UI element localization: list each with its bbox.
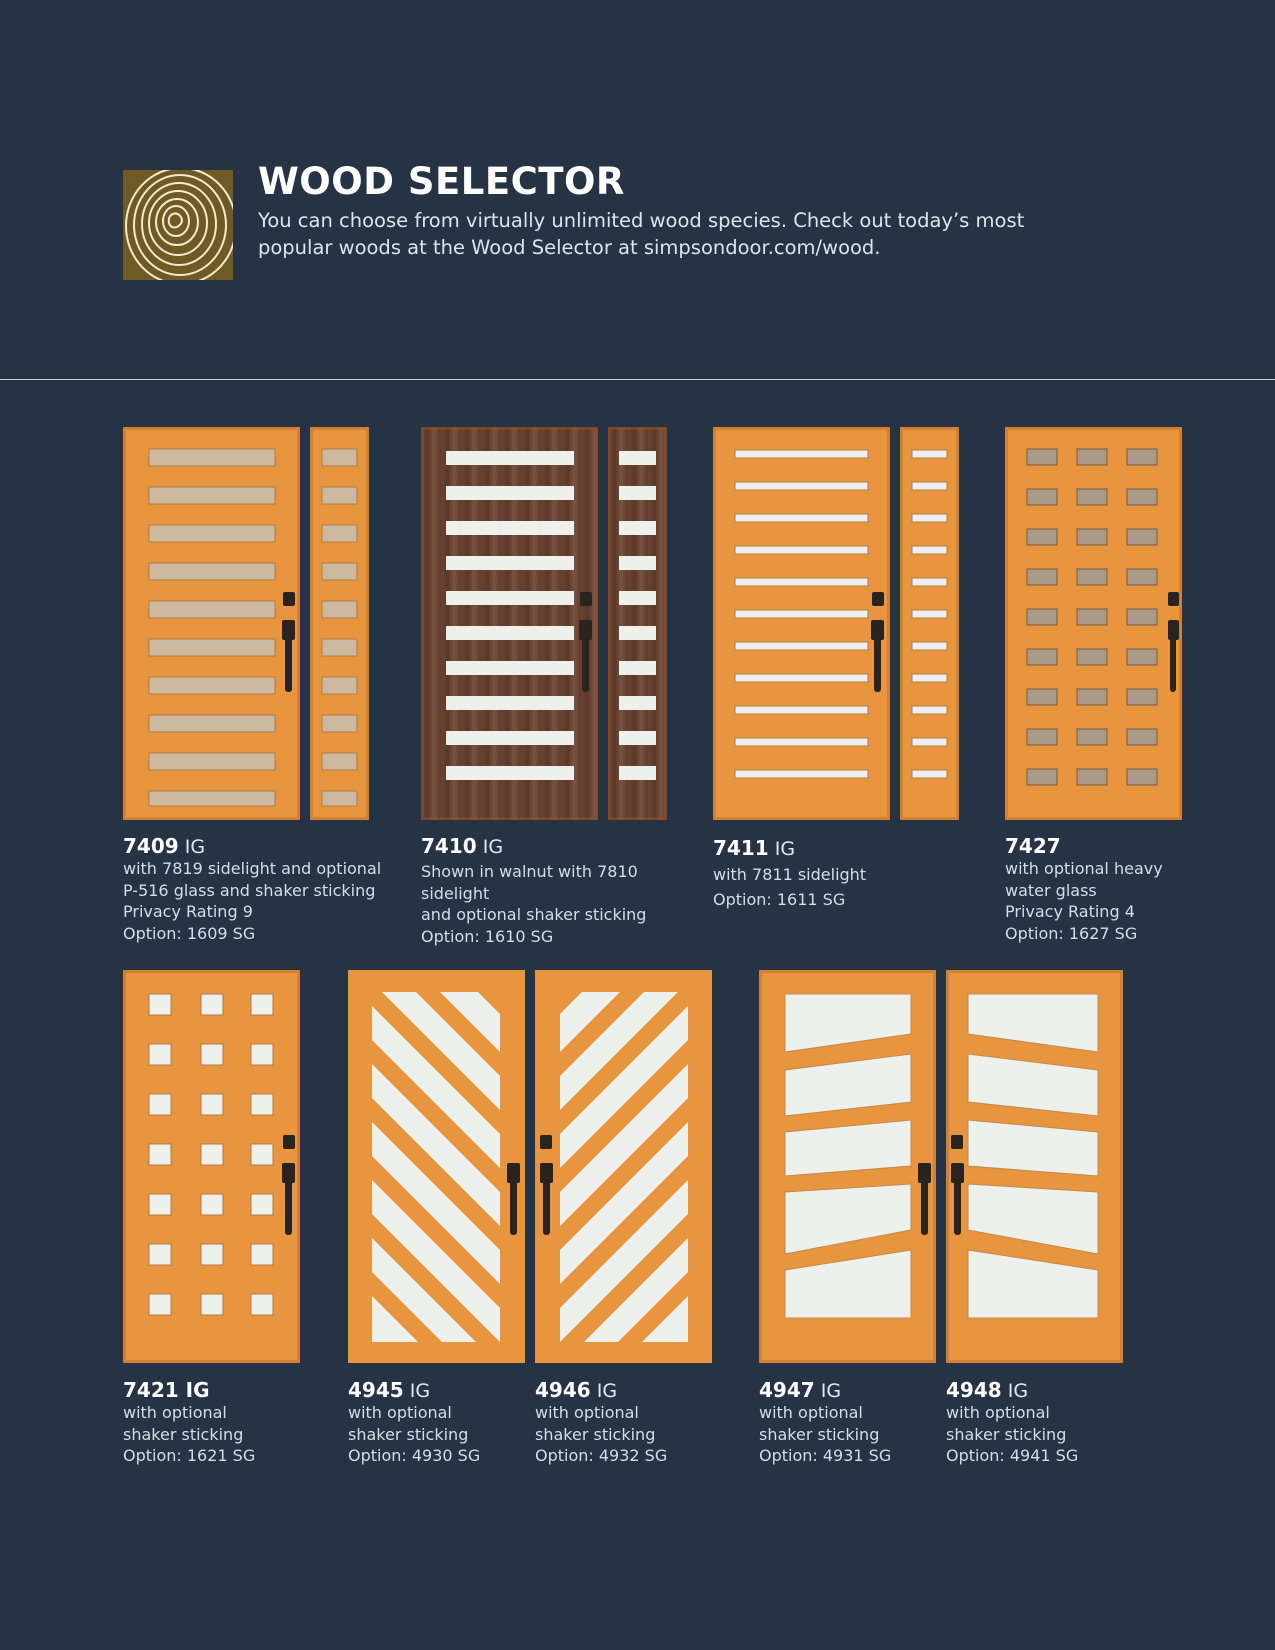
- product-suffix: IG: [814, 1380, 842, 1402]
- product-code: 7411: [713, 836, 769, 860]
- product-suffix: IG: [178, 836, 206, 858]
- caption-line: with optional: [348, 1403, 452, 1422]
- caption-line: Option: 1610 SG: [421, 926, 554, 946]
- caption-line: shaker sticking: [535, 1424, 656, 1444]
- page-title: WOOD SELECTOR: [258, 160, 625, 203]
- caption-line: Option: 1621 SG: [123, 1446, 256, 1465]
- divider: [0, 379, 1275, 380]
- product-suffix: IG: [768, 838, 796, 860]
- intro-line-2: popular woods at the Wood Selector at simpsondoor.com/wood.: [258, 236, 881, 259]
- caption-line: water glass: [1005, 880, 1097, 900]
- door-7427-panels: [1005, 427, 1182, 820]
- product-suffix: IG: [476, 836, 504, 858]
- caption-line: with optional heavy: [1005, 859, 1163, 878]
- product-code: 4948: [946, 1378, 1002, 1402]
- product-code: 4947: [759, 1378, 815, 1402]
- door-7410-panels: [421, 427, 598, 820]
- sidelight-7811-image: [900, 427, 959, 820]
- intro-line-1: You can choose from virtually unlimited wood species. Check out today’s most: [258, 209, 1025, 232]
- caption-4946: [535, 1378, 715, 1467]
- wood-rings-icon: [123, 170, 233, 280]
- caption-line: Option: 1609 SG: [123, 923, 256, 943]
- product-code: 7427: [1005, 834, 1061, 858]
- door-4945-panels: [348, 970, 525, 1363]
- caption-line: shaker sticking: [123, 1424, 244, 1444]
- caption-4948: [946, 1378, 1126, 1467]
- sidelight-7810-image: [608, 427, 667, 820]
- door-7427-image: [1005, 427, 1182, 820]
- caption-line: and optional shaker sticking: [421, 905, 647, 924]
- intro-text: [258, 207, 1078, 261]
- product-code: 7421 IG: [123, 1378, 210, 1402]
- product-code: 4945: [348, 1378, 404, 1402]
- caption-line: with optional: [535, 1403, 639, 1422]
- caption-line: Option: 1611 SG: [713, 889, 846, 909]
- door-7421-image: [123, 970, 300, 1363]
- door-7411-panels: [713, 427, 890, 820]
- caption-7421: [123, 1378, 383, 1467]
- product-code: 4946: [535, 1378, 591, 1402]
- door-4948-panels: [946, 970, 1123, 1363]
- door-7409-image: [123, 427, 300, 820]
- sidelight-7810-panels: [608, 427, 667, 820]
- caption-4947: [759, 1378, 939, 1467]
- door-4945-image: [348, 970, 525, 1363]
- caption-line: P-516 glass and shaker sticking: [123, 880, 376, 900]
- caption-line: shaker sticking: [946, 1424, 1067, 1444]
- caption-line: shaker sticking: [759, 1424, 880, 1444]
- caption-line: Privacy Rating 9: [123, 902, 253, 921]
- caption-line: Option: 1627 SG: [1005, 923, 1138, 943]
- caption-7410: [421, 834, 711, 947]
- caption-line: with 7819 sidelight and optional: [123, 859, 382, 878]
- caption-7409: [123, 834, 383, 944]
- door-4948-image: [946, 970, 1123, 1363]
- caption-line: Shown in walnut with 7810 sidelight: [421, 862, 638, 903]
- caption-line: Privacy Rating 4: [1005, 902, 1135, 921]
- product-code: 7410: [421, 834, 477, 858]
- door-4946-panels: [535, 970, 712, 1363]
- caption-line: shaker sticking: [348, 1424, 469, 1444]
- sidelight-7819-panels: [310, 427, 369, 820]
- product-suffix: IG: [590, 1380, 618, 1402]
- caption-line: with optional: [946, 1403, 1050, 1422]
- door-7411-image: [713, 427, 890, 820]
- door-7421-panels: [123, 970, 300, 1363]
- caption-7411: [713, 836, 973, 910]
- door-4947-panels: [759, 970, 936, 1363]
- caption-line: Option: 4931 SG: [759, 1446, 892, 1465]
- caption-line: with optional: [123, 1403, 227, 1422]
- door-7409-panels: [123, 427, 300, 820]
- caption-line: Option: 4930 SG: [348, 1446, 481, 1465]
- caption-line: with optional: [759, 1403, 863, 1422]
- sidelight-7819-image: [310, 427, 369, 820]
- product-code: 7409: [123, 834, 179, 858]
- product-suffix: IG: [403, 1380, 431, 1402]
- caption-line: Option: 4941 SG: [946, 1446, 1079, 1465]
- caption-line: with 7811 sidelight: [713, 865, 867, 884]
- door-4947-image: [759, 970, 936, 1363]
- caption-7427: [1005, 834, 1265, 944]
- door-4946-image: [535, 970, 712, 1363]
- product-suffix: IG: [1001, 1380, 1029, 1402]
- sidelight-7811-panels: [900, 427, 959, 820]
- door-7410-image: [421, 427, 598, 820]
- caption-4945: [348, 1378, 528, 1467]
- caption-line: Option: 4932 SG: [535, 1446, 668, 1465]
